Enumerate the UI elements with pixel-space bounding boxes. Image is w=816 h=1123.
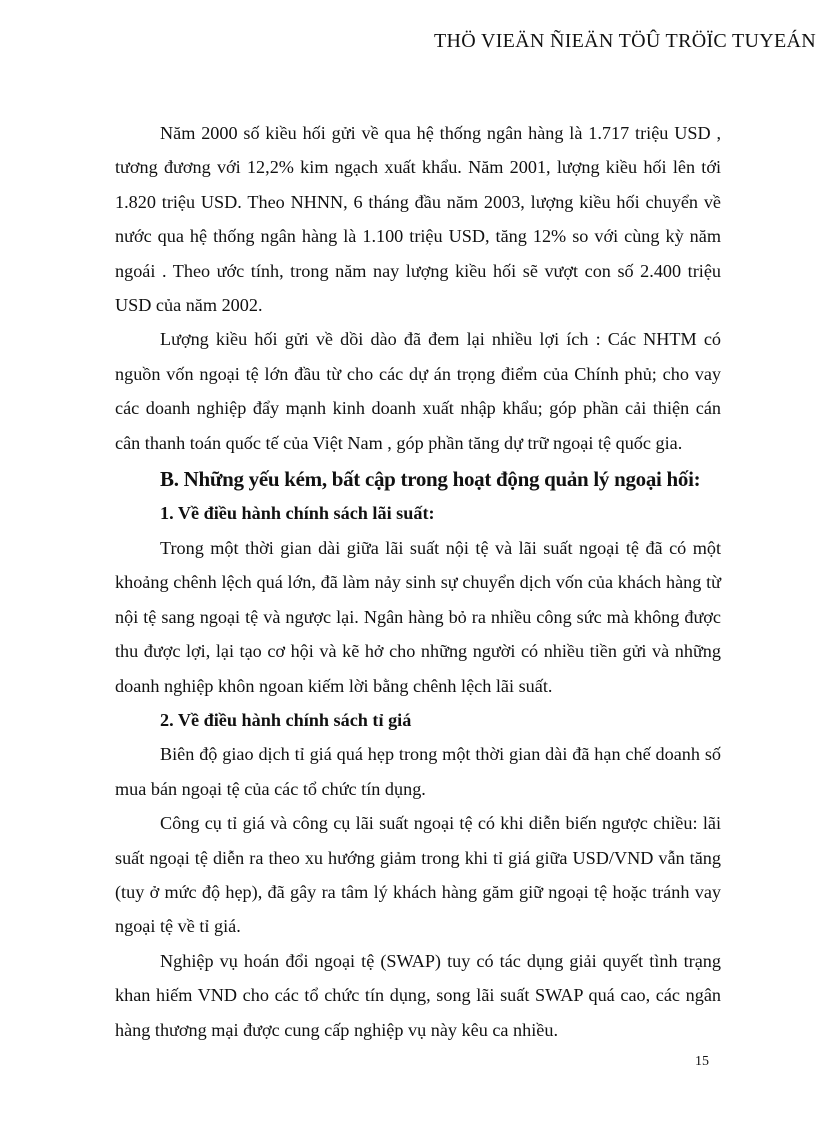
running-header: THÖ VIEÄN ÑIEÄN TÖÛ TRÖÏC TUYEÁN xyxy=(434,30,816,52)
subheading-interest-rate: 1. Về điều hành chính sách lãi suất: xyxy=(160,503,435,524)
subheading-exchange-rate: 2. Về điều hành chính sách tỉ giá xyxy=(160,709,412,730)
paragraph-swap: Nghiệp vụ hoán đổi ngoại tệ (SWAP) tuy có tác dụng giải quyết tình trạng khan hiếm VND cho các tổ chức tín dụng, song lãi suất SWAP quá cao, các ngân hàng thương mại được cung cấp nghiệp vụ này kêu ca nhiều. xyxy=(115,950,721,1040)
page-body xyxy=(115,116,721,1047)
paragraph-interest-rate-gap: Trong một thời gian dài giữa lãi suất nội tệ và lãi suất ngoại tệ đã có một khoảng chênh lệch quá lớn, đã làm nảy sinh sự chuyển dịch vốn của khách hàng từ nội tệ sang ngoại tệ và ngược lại. Ngân hàng bỏ ra nhiều công sức mà không được thu được lợi, lại tạo cơ hội và kẽ hở cho những người có nhiều tiền gửi và những doanh nghiệp khôn ngoan kiếm lời bằng chênh lệch lãi suất. xyxy=(115,537,721,696)
paragraph-exchange-band: Biên độ giao dịch tỉ giá quá hẹp trong một thời gian dài đã hạn chế doanh số mua bán ngoại tệ của các tổ chức tín dụng. xyxy=(115,744,721,799)
paragraph-opposite-trends: Công cụ tỉ giá và công cụ lãi suất ngoại tệ có khi diễn biến ngược chiều: lãi suất ngoại tệ diễn ra theo xu hướng giảm trong khi tỉ giá giữa USD/VND vẫn tăng (tuy ở mức độ hẹp), đã gây ra tâm lý khách hàng găm giữ ngoại tệ hoặc tránh vay ngoại tệ về tỉ giá. xyxy=(115,813,721,937)
paragraph-remittance-benefits: Lượng kiều hối gửi về dồi dào đã đem lại nhiều lợi ích : Các NHTM có nguồn vốn ngoại tệ lớn đầu từ cho các dự án trọng điểm của Chính phủ; cho vay các doanh nghiệp đẩy mạnh kinh doanh xuất nhập khẩu; góp phần cải thiện cán cân thanh toán quốc tế của Việt Nam , góp phần tăng dự trữ ngoại tệ quốc gia. xyxy=(115,329,721,453)
section-heading-b: B. Những yếu kém, bất cập trong hoạt động quản lý ngoại hối: xyxy=(160,467,701,492)
paragraph-remittance-stats: Năm 2000 số kiều hối gửi về qua hệ thống ngân hàng là 1.717 triệu USD , tương đương với 12,2% kim ngạch xuất khẩu. Năm 2001, lượng kiều hối lên tới 1.820 triệu USD. Theo NHNN, 6 tháng đầu năm 2003, lượng kiều hối chuyển về nước qua hệ thống ngân hàng là 1.100 triệu USD, tăng 12% so với cùng kỳ năm ngoái . Theo ước tính, trong năm nay lượng kiều hối sẽ vượt con số 2.400 triệu USD của năm 2002. xyxy=(115,123,721,316)
page-number: 15 xyxy=(695,1054,709,1069)
